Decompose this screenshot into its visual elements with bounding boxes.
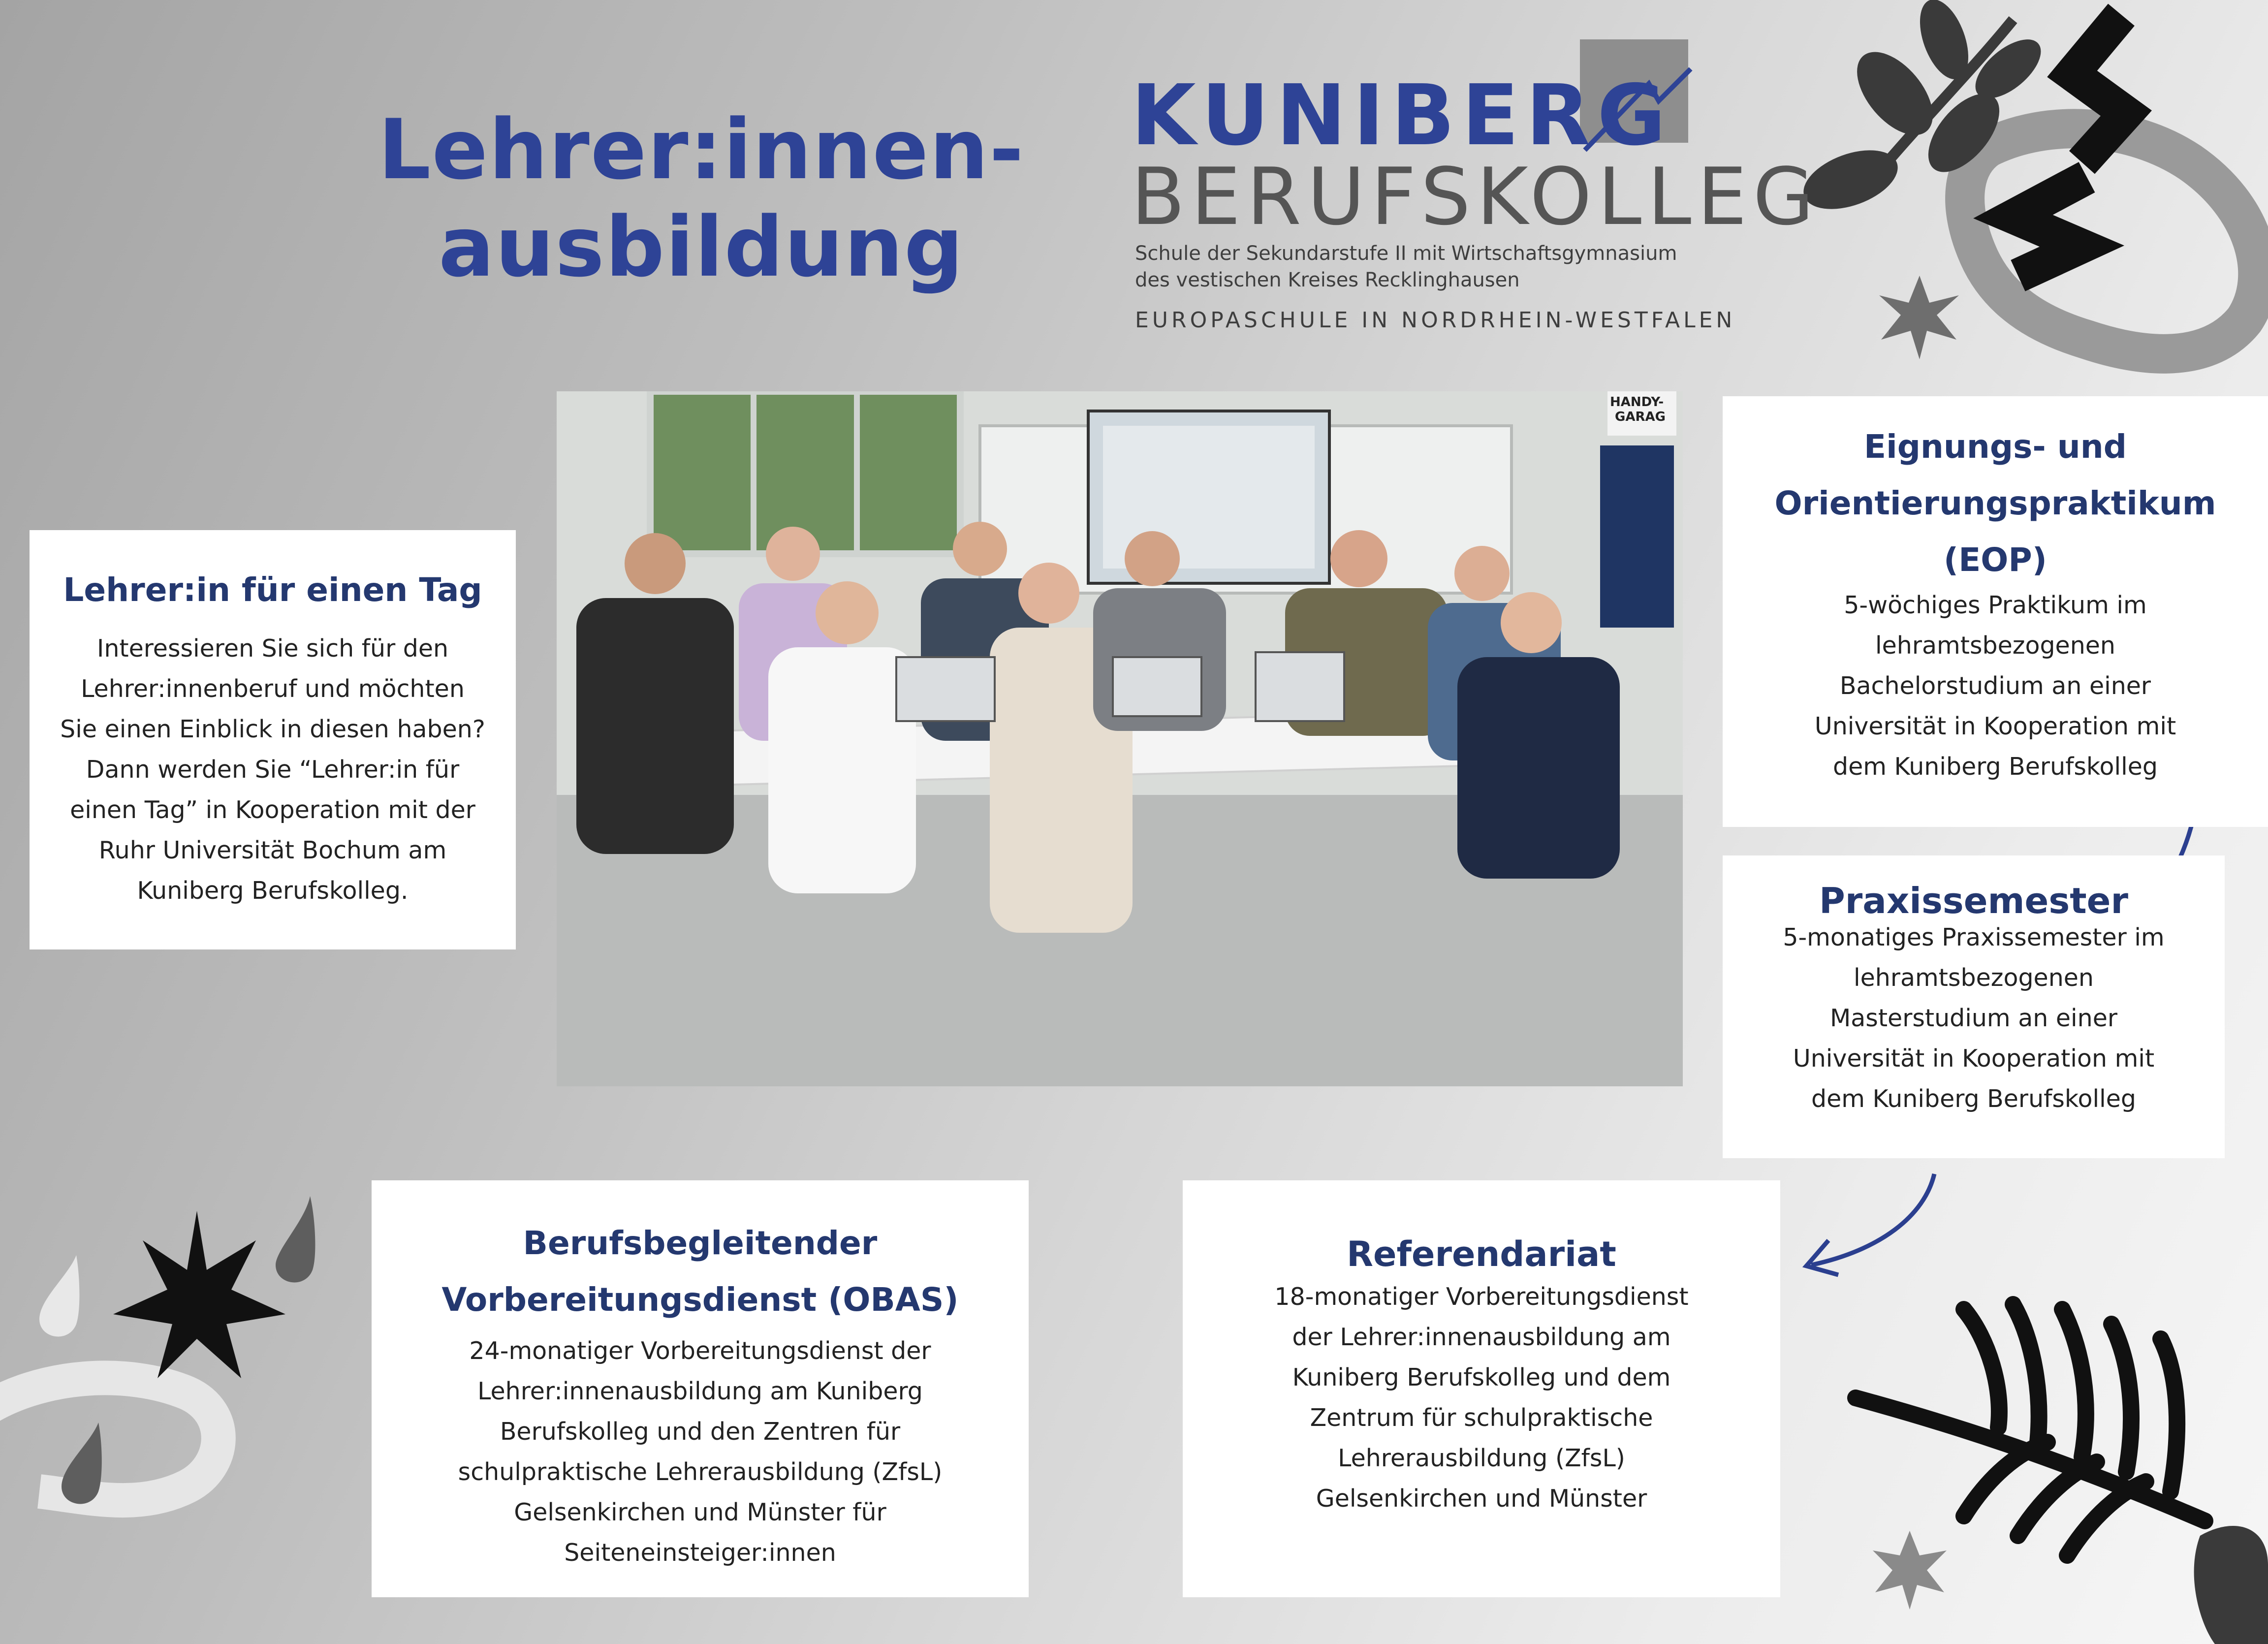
card-body-line: Sie einen Einblick in diesen haben? — [60, 715, 485, 743]
card-obas — [372, 1180, 1029, 1597]
leaf-branch-icon — [1796, 0, 2051, 221]
card-body-line: Lehrer:innenberuf und möchten — [81, 675, 465, 703]
drop-icon — [276, 1196, 315, 1282]
blob-bottom-right — [2194, 1526, 2268, 1644]
card-body — [1723, 917, 2225, 1119]
card-body-line: Gelsenkirchen und Münster für — [514, 1498, 886, 1526]
drop-icon — [39, 1255, 79, 1336]
photo-sign-text: GARAG — [1615, 410, 1666, 424]
card-body-line: Seiteneinsteiger:innen — [564, 1539, 836, 1567]
card-body-line: Masterstudium an einer — [1830, 1004, 2117, 1032]
card-body-line: Bachelorstudium an einer — [1839, 672, 2151, 700]
card-praxissemester — [1723, 855, 2225, 1158]
card-body-line: 5-monatiges Praxissemester im — [1783, 923, 2165, 951]
card-body-line: 18-monatiger Vorbereitungsdienst — [1274, 1283, 1689, 1311]
card-body-line: Dann werden Sie “Lehrer:in für — [86, 756, 460, 784]
card-heading — [1723, 418, 2268, 588]
zigzag-icon — [2072, 15, 2126, 162]
card-heading-line: (EOP) — [1944, 541, 2047, 579]
card-body-line: Kuniberg Berufskolleg und dem — [1292, 1363, 1671, 1391]
logo-subtitle — [1135, 240, 1677, 293]
card-body-line: Interessieren Sie sich für den — [96, 634, 449, 663]
card-heading: Praxissemester — [1819, 880, 2128, 921]
card-body-line: Universität in Kooperation mit — [1814, 712, 2176, 740]
card-body — [1723, 585, 2268, 787]
curved-arrow-icon — [1811, 1174, 1934, 1265]
star-burst-icon — [113, 1211, 285, 1378]
card-body-line: 24-monatiger Vorbereitungsdienst der — [469, 1337, 931, 1365]
card-referendariat — [1183, 1180, 1780, 1597]
card-eop — [1723, 396, 2268, 827]
page-title-line: ausbildung — [438, 199, 965, 295]
page-title — [345, 101, 1058, 296]
card-body-line: Gelsenkirchen und Münster — [1316, 1485, 1647, 1513]
star-icon — [1873, 1531, 1947, 1610]
photo-sign-text: HANDY- — [1610, 395, 1664, 410]
card-body-line: lehramtsbezogenen — [1854, 964, 2094, 992]
card-body-line: dem Kuniberg Berufskolleg — [1832, 753, 2158, 781]
blob-outline-bottom-left — [0, 1378, 219, 1500]
card-heading-line: Orientierungspraktikum — [1774, 484, 2216, 522]
card-heading: Referendariat — [1347, 1234, 1616, 1274]
card-body-line: lehramtsbezogenen — [1875, 632, 2115, 660]
page-title-line: Lehrer:innen- — [378, 101, 1025, 198]
drop-icon — [62, 1423, 102, 1504]
logo-subtitle-line: des vestischen Kreises Recklinghausen — [1135, 269, 1520, 291]
logo-subtitle-line: Schule der Sekundarstufe II mit Wirtschaftsgymnasium — [1135, 242, 1677, 265]
card-body-line: 5-wöchiges Praktikum im — [1844, 591, 2147, 619]
logo-name-top: KUNIBERG — [1131, 67, 1673, 164]
card-body-line: dem Kuniberg Berufskolleg — [1811, 1085, 2137, 1113]
fern-icon — [1856, 1304, 2205, 1555]
card-body-line: Lehrerausbildung (ZfsL) — [1338, 1444, 1625, 1472]
card-body-line: Zentrum für schulpraktische — [1310, 1404, 1653, 1432]
card-heading-line: Vorbereitungsdienst (OBAS) — [441, 1281, 959, 1319]
logo-name-bottom: BERUFSKOLLEG — [1131, 151, 1820, 243]
card-lehrer-fuer-einen-tag — [30, 530, 516, 949]
zigzag-icon — [2013, 177, 2087, 276]
card-body-line: der Lehrer:innenausbildung am — [1292, 1323, 1671, 1351]
star-icon — [1879, 276, 1959, 359]
team-photo-illustration — [557, 391, 1683, 1086]
card-heading: Lehrer:in für einen Tag — [63, 571, 482, 609]
card-body — [372, 1331, 1029, 1573]
card-heading — [372, 1215, 1029, 1328]
card-body-line: Ruhr Universität Bochum am — [98, 836, 447, 864]
card-body — [30, 629, 516, 911]
card-body-line: schulpraktische Lehrerausbildung (ZfsL) — [458, 1458, 943, 1486]
logo-europaschule: EUROPASCHULE IN NORDRHEIN-WESTFALEN — [1135, 308, 1736, 333]
card-body — [1183, 1277, 1780, 1519]
card-body-line: Universität in Kooperation mit — [1793, 1044, 2155, 1073]
card-heading-line: Eignungs- und — [1863, 428, 2127, 466]
card-body-line: einen Tag” in Kooperation mit der — [70, 796, 475, 824]
card-body-line: Kuniberg Berufskolleg. — [137, 877, 409, 905]
team-photo — [557, 391, 1683, 1086]
card-body-line: Berufskolleg und den Zentren für — [500, 1418, 901, 1446]
card-heading-line: Berufsbegleitender — [523, 1224, 878, 1262]
card-body-line: Lehrer:innenausbildung am Kuniberg — [477, 1377, 923, 1405]
